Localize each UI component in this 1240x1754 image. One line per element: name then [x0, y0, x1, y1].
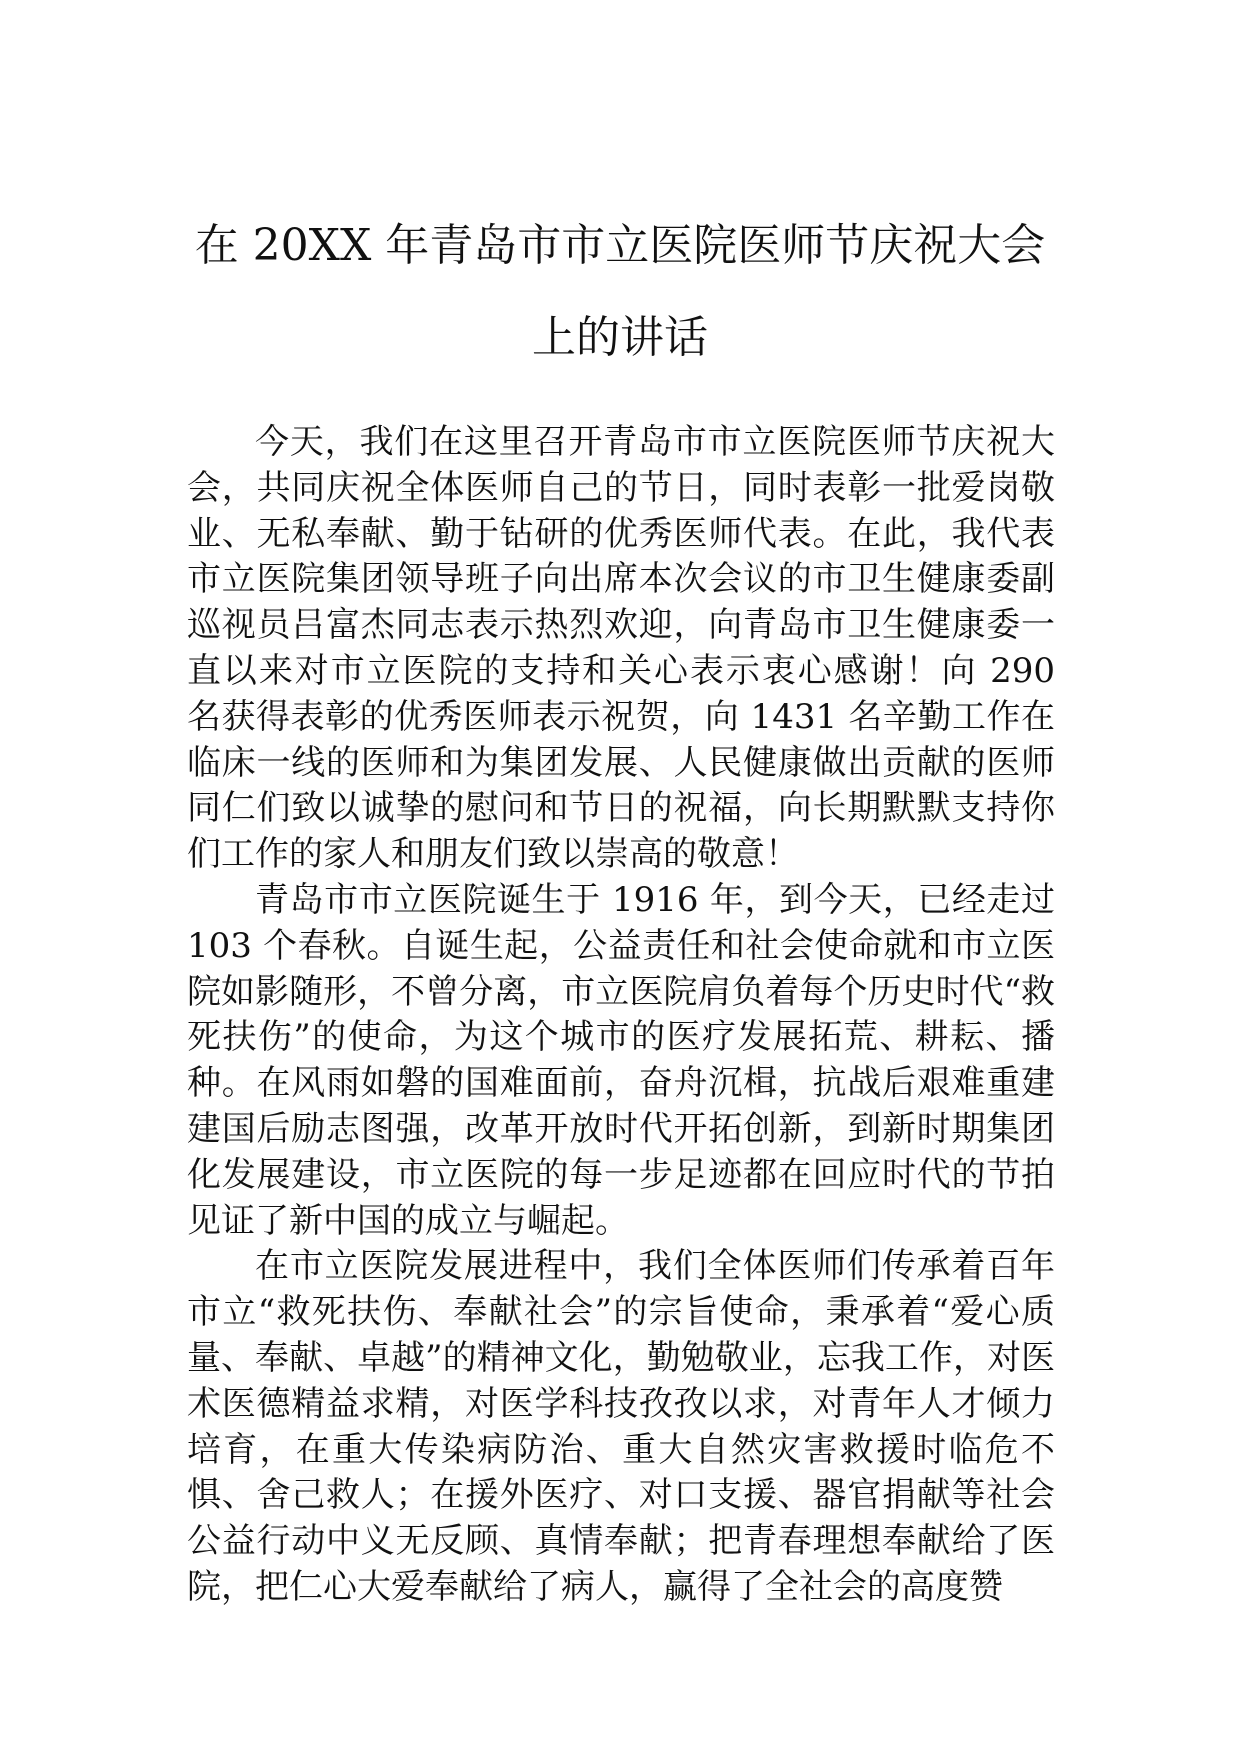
paragraph-3: 在市立医院发展进程中，我们全体医师们传承着百年市立“救死扶伤、奉献社会”的宗旨使命，秉承着“爱心质量、奉献、卓越”的精神文化，勤勉敬业，忘我工作，对医术医德精益求精，对医学科技孜孜以求，对青年人才倾力培育，在重大传染病防治、重大自然灾害救援时临危不惧、舍己救人；在援外医疗、对口支援、器官捐献等社会公益行动中义无反顾、真情奉献；把青春理想奉献给了医院，把仁心大爱奉献给了病人，赢得了全社会的高度赞 — [187, 1246, 1055, 1607]
paragraph-1: 今天，我们在这里召开青岛市市立医院医师节庆祝大会，共同庆祝全体医师自己的节日，同时表彰一批爱岗敬业、无私奉献、勤于钻研的优秀医师代表。在此，我代表市立医院集团领导班子向出席本次会议的市卫生健康委副巡视员吕富杰同志表示热烈欢迎，向青岛市卫生健康委一直以来对市立医院的支持和关心表示衷心感谢！向 290 名获得表彰的优秀医师表示祝贺，向 1431 名辛勤工作在临床一线的医师和为集团发展、人民健康做出贡献的医师同仁们致以诚挚的慰问和节日的祝福，向长期默默支持你们工作的家人和朋友们致以崇高的敬意！ — [187, 422, 1055, 875]
document-title — [180, 200, 1060, 384]
paragraph-2: 青岛市市立医院诞生于 1916 年，到今天，已经走过 103 个春秋。自诞生起，公益责任和社会使命就和市立医院如影随形，不曾分离，市立医院肩负着每个历史时代“救死扶伤”的使命，为这个城市的医疗发展拓荒、耕耘、播种。在风雨如磐的国难面前，奋舟沉楫，抗战后艰难重建建国后励志图强，改革开放时代开拓创新，到新时期集团化发展建设，市立医院的每一步足迹都在回应时代的节拍见证了新中国的成立与崛起。 — [187, 879, 1055, 1241]
title-line-2: 上的讲话 — [532, 312, 708, 363]
document-body — [187, 420, 1055, 1611]
title-line-1: 在 20XX 年青岛市市立医院医师节庆祝大会 — [194, 220, 1046, 271]
